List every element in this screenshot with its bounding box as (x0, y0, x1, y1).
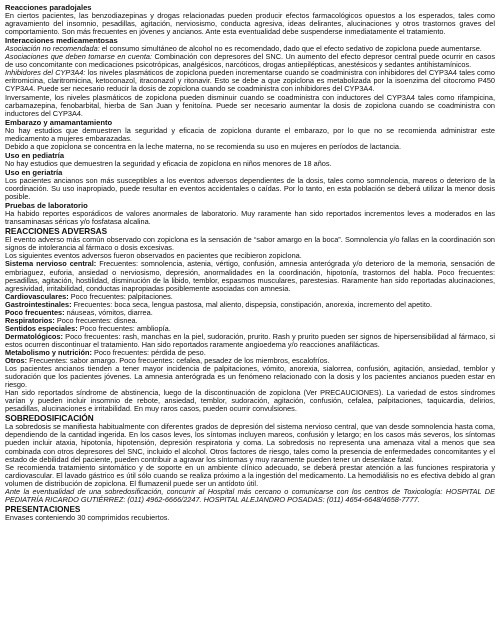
paragraph-text: Combinación con depresores del SNC. Un aumento del efecto depresor central puede ocurrir en casos de uso concomitante con medicaciones psicotrópicas, analgésicos, narcóticos, drogas antiepilépticas, anestésicos y sedantes antihistamínicos. (5, 52, 495, 70)
paragraph-text: Poco frecuentes: ambliopía. (77, 323, 171, 333)
body-paragraph (5, 464, 495, 488)
paragraph-text: Debido a que zopiclona se concentra en la leche materna, no se recomienda su uso en mujeres en períodos de lactancia. (5, 141, 401, 151)
section-heading: Embarazo y amamantamiento (5, 117, 113, 127)
body-paragraph (5, 53, 495, 69)
section-heading: Uso en pediatría (5, 150, 65, 160)
section-heading: Reacciones paradojales (5, 3, 92, 12)
paragraph-text: Poco frecuentes: disnea. (54, 315, 138, 325)
body-paragraph (5, 514, 495, 522)
paragraph-text: los niveles plasmáticos de zopiclona pueden incrementarse cuando se coadministra con inhibidores del CYP3A4 tales como eritromicina, claritromicina, ketoconazol, itraconazol y ritonavir. Esto se debe a que zopiclona es metabolizada por la isoenzima del citocromo P450 CYP3A4. Puede ser necesario reducir la dosis de zopiclona cuando se coadministra con inhibidores del CYP3A4. (5, 68, 495, 94)
paragraph-lead: Asociaciones que deben tomarse en cuenta: (5, 52, 153, 62)
paragraph-text: Poco frecuentes: pérdida de peso. (91, 347, 206, 357)
body-paragraph (5, 143, 495, 151)
paragraph-lead: Cardiovasculares: (5, 291, 69, 301)
body-paragraph (5, 69, 495, 93)
body-paragraph (5, 177, 495, 201)
paragraph-lead: Gastrointestinales: (5, 299, 72, 309)
paragraph-text: Los pacientes ancianos son más susceptibles a los eventos adversos dependientes de la dosis, tales como somnolencia, mareos o deterioro de la coordinación. Su uso inapropiado, puede resultar en eventos accidentales o caídas. Por lo tanto, en esta población se deberá utilizar la menor dosis posible. (5, 175, 495, 202)
paragraph-text: Los pacientes ancianos tienden a tener mayor incidencia de palpitaciones, vómito, anorexia, sialorrea, confusión, agitación, ansiedad, temblor y sudoración que los pacientes jóvenes. La amnesia anterógrada es un fenómeno relacionado con la dosis y los pacientes ancianos pueden estar en riesgo. (5, 364, 495, 390)
paragraph-text: el consumo simultáneo de alcohol no es recomendado, dado que el efecto sedativo de zopiclona puede aumentarse. (99, 44, 482, 54)
body-paragraph (5, 389, 495, 413)
paragraph-text: En ciertos pacientes, las benzodiazepinas y drogas relacionadas pueden producir efectos farmacológicos opuestos a los esperados, tales como agravamiento del insomnio, pesadillas, agitación, nerviosismo, conducta agresiva, ideas delirantes, alucinaciones y otros trastornos graves del comportamiento. Son más frecuentes en jóvenes y ancianos. Ante esta eventualidad debe suspenderse inmediatamente el tratamiento. (5, 11, 495, 37)
paragraph-text: Inversamente, los niveles plasmáticos de zopiclona pueden disminuir cuando se coadministra con inductores del CYP3A4 tales como rifampicina, carbamazepina, fenobarbital, hierba de San Juan y fenitoína. Puede ser necesario aumentar la dosis de zopiclona cuando se coadministra con inductores del CYP3A4. (5, 92, 495, 118)
paragraph-text: Han sido reportados síndrome de abstinencia, luego de la discontinuación de zopiclona (Ver PRECAUCIONES). La variedad de estos síndromes varían y pueden incluir insomnio de rebote, ansiedad, temblor, sudoración, agitación, confusión, cefalea, palpitaciones, taquicardia, delirios, pesadillas, alucinaciones e irritabilidad. En muy raros casos, pueden ocurrir convulsiones. (5, 388, 495, 414)
paragraph-text: Frecuentes: somnolencia, astenia, vértigo, confusión, amnesia anterógrada y/o deterioro de la memoria, sensación de embriaguez, euforia, ansiedad o nerviosismo, depresión, anormalidades en la coordinación, hipotonía, trastornos del habla. Poco frecuentes: pesadillas, agitación, hostilidad, disminución de la libido, temblor, espasmos musculares, parestesias. Raramente han sido reportadas alucinaciones, agresividad, irritabilidad, conductas inapropiadas posiblemente asociadas con amnesia. (5, 259, 496, 293)
section-heading: REACCIONES ADVERSAS (5, 227, 108, 237)
section-heading: Pruebas de laboratorio (5, 201, 88, 211)
section-heading: SOBREDOSIFICACIÓN (5, 414, 94, 424)
paragraph-text: Los siguientes eventos adversos fueron observados en pacientes que recibieron zopiclona. (5, 251, 302, 261)
body-paragraph (5, 160, 495, 168)
paragraph-text: Poco frecuentes: palpitaciones. (68, 291, 173, 301)
paragraph-text: Se recomienda tratamiento sintomático y de soporte en un ambiente clínico adecuado, se deberá prestar atención a las funciones respiratoria y cardiovascular. El lavado gástrico es útil sólo cuando se realiza próximo a la ingestión del medicamento. La hemodiálisis no es efectiva debido al gran volumen de distribución de zopiclona. El flumazenil puede ser un antídoto útil. (5, 462, 495, 488)
paragraph-text: No hay estudios que demuestren la seguridad y eficacia de zopiclona durante el embarazo, por lo que no se recomienda administrar este medicamento a mujeres embarazadas. (5, 125, 495, 143)
paragraph-text: Poco frecuentes: rash, manchas en la piel, sudoración, prurito. Rash y prurito pueden ser signos de hipersensibilidad al fármaco, si estos ocurren discontinuar el tratamiento. Han sido reportados raramente angioedema y/o reacciones anafilácticas. (5, 331, 495, 349)
paragraph-lead: Metabolismo y nutrición: (5, 347, 92, 357)
paragraph-text: No hay estudios que demuestren la seguridad y eficacia de zopiclona en niños menores de 18 años. (5, 158, 332, 168)
paragraph-lead: Respiratorios: (5, 315, 55, 325)
body-paragraph (5, 210, 495, 226)
body-paragraph (5, 260, 495, 292)
paragraph-lead: Dermatológicos: (5, 331, 63, 341)
paragraph-text: La sobredosis se manifiesta habitualmente con diferentes grados de depresión del sistema nervioso central, que van desde somnolencia hasta coma, dependiendo de la cantidad ingerida. En los casos leves, los síntomas incluyen mareos, confusión y letargo; en los casos más severos, los síntomas pueden incluir ataxia, hipotonía, hipotensión, depresión respiratoria y coma. La sobredosis no representa una amenaza vital a menos que sea combinada con otros depresores del SNC, incluido el alcohol. Otros factores de riesgo, tales como la presencia de enfermedades concomitantes y el estado de debilidad del paciente, pueden contribuir a agravar los síntomas y muy raramente pueden tener un desenlace fatal. (5, 422, 495, 464)
paragraph-text: Frecuentes: sabor amargo. Poco frecuentes: cefalea, pesadez de los miembros, escalofríos. (27, 356, 330, 366)
paragraph-lead: Asociación no recomendada: (5, 44, 100, 54)
paragraph-lead: Otros: (5, 356, 28, 366)
body-paragraph (5, 423, 495, 463)
section-heading: PRESENTACIONES (5, 504, 81, 514)
paragraph-lead: Poco frecuentes: (5, 307, 65, 317)
paragraph-lead: Sentidos especiales: (5, 323, 78, 333)
body-paragraph (5, 488, 495, 504)
paragraph-text: Frecuentes: boca seca, lengua pastosa, mal aliento, dispepsia, constipación, anorexia, incremento del apetito. (71, 299, 432, 309)
body-paragraph (5, 127, 495, 143)
body-paragraph (5, 365, 495, 389)
body-paragraph (5, 236, 495, 252)
section-heading: Interacciones medicamentosas (5, 36, 118, 46)
paragraph-lead: Inhibidores del CYP3A4: (5, 68, 86, 78)
paragraph-text: Ha habido reportes esporádicos de valores anormales de laboratorio. Muy raramente han sido reportados incrementos leves a moderados en las transaminasas séricas y/o fosfatasa alcalina. (5, 209, 495, 227)
paragraph-text: Envases conteniendo 30 comprimidos recubiertos. (5, 512, 170, 522)
body-paragraph (5, 94, 495, 118)
paragraph-text: náuseas, vómitos, diarrea. (64, 307, 153, 317)
body-paragraph (5, 333, 495, 349)
paragraph-text: El evento adverso más común observado con zopiclona es la sensación de “sabor amargo en la boca”. Somnolencia y/o fallas en la coordinación son signos de intolerancia al fármaco o dosis excesivas. (5, 235, 495, 253)
paragraph-text: Ante la eventualidad de una sobredosificación, concurrir al Hospital más cercano o comunicarse con los centros de Toxicología: HOSPITAL DE PEDIATRÍA RICARDO GUTIÉRREZ: (011) 4962-6666/2247. HOSPITAL ALEJANDRO POSADAS: (011) 4654-6648/4658-7777. (5, 486, 495, 504)
paragraph-lead: Sistema nervioso central: (5, 259, 97, 269)
body-paragraph (5, 12, 495, 36)
section-heading: Uso en geriatría (5, 167, 63, 177)
